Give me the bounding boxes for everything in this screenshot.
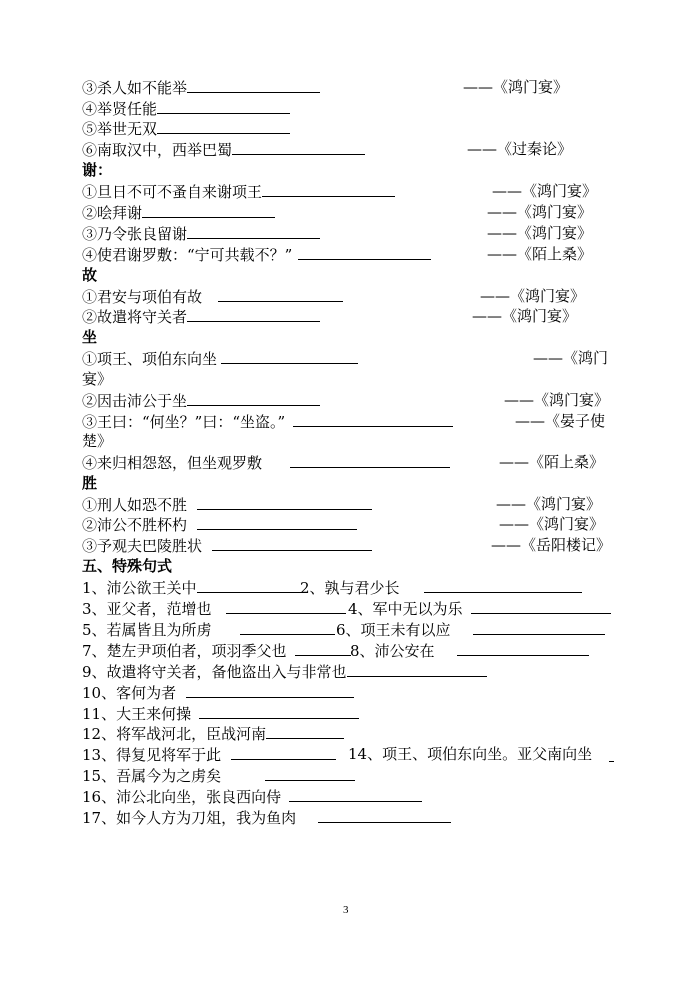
answer-blank[interactable]	[295, 640, 351, 656]
answer-blank[interactable]	[187, 77, 320, 93]
answer-blank[interactable]	[232, 139, 365, 155]
answer-blank[interactable]	[199, 703, 359, 719]
item-xie-3: ③乃令张良留谢	[82, 223, 320, 244]
source-ref: ——《鸿门宴》	[499, 515, 605, 533]
item-zuo-3: ③王曰：“何坐？”曰：“坐盗。”	[82, 411, 453, 432]
answer-blank[interactable]	[157, 98, 290, 114]
special-item-1: 1、沛公欲王关中	[82, 577, 302, 598]
special-item-17: 17、如今人方为刀俎，我为鱼肉	[82, 807, 451, 828]
answer-blank[interactable]	[471, 598, 611, 614]
special-item-3: 3、亚父者，范增也	[82, 598, 346, 619]
answer-blank[interactable]	[212, 535, 372, 551]
special-item-4: 4、军中无以为乐	[348, 598, 611, 619]
item-zuo-2: ②因击沛公于坐	[82, 390, 320, 411]
answer-blank[interactable]	[473, 619, 605, 635]
special-item-15: 15、吾属今为之虏矣	[82, 765, 355, 786]
answer-blank[interactable]	[218, 286, 343, 302]
source-ref: ——《鸿门宴》	[492, 182, 598, 200]
special-item-2: 2、孰与君少长	[300, 577, 582, 598]
special-item-5: 5、若属皆且为所虏	[82, 619, 335, 640]
item-ju-5: ⑤举世无双	[82, 118, 290, 139]
answer-blank[interactable]	[197, 494, 372, 510]
special-sentences-heading: 五、特殊句式	[82, 557, 173, 575]
source-ref: ——《岳阳楼记》	[491, 536, 612, 554]
source-ref: ——《陌上桑》	[499, 453, 605, 471]
item-xie-2: ②哙拜谢	[82, 202, 275, 223]
answer-blank[interactable]	[347, 661, 487, 677]
source-ref: ——《晏子使	[515, 412, 606, 430]
section-heading-sheng: 胜	[82, 474, 98, 492]
answer-blank[interactable]	[609, 746, 614, 762]
answer-blank[interactable]	[187, 306, 320, 322]
page-number: 3	[343, 904, 349, 916]
item-sheng-3: ③予观夫巴陵胜状	[82, 535, 372, 556]
source-ref: ——《鸿门宴》	[472, 307, 578, 325]
special-item-7: 7、楚左尹项伯者，项羽季父也	[82, 640, 351, 661]
answer-blank[interactable]	[290, 452, 450, 468]
special-item-13: 13、得复见将军于此	[82, 744, 336, 765]
item-xie-4: ④使君谢罗敷：“宁可共载不？”	[82, 244, 431, 265]
answer-blank[interactable]	[265, 765, 355, 781]
section-heading-gu: 故	[82, 266, 98, 284]
answer-blank[interactable]	[197, 577, 302, 593]
answer-blank[interactable]	[187, 223, 320, 239]
answer-blank[interactable]	[197, 514, 357, 530]
answer-blank[interactable]	[318, 807, 451, 823]
answer-blank[interactable]	[226, 598, 346, 614]
source-ref-continued: 宴》	[82, 370, 113, 388]
special-item-16: 16、沛公北向坐，张良西向侍	[82, 786, 422, 807]
item-ju-6: ⑥南取汉中，西举巴蜀	[82, 139, 365, 160]
answer-blank[interactable]	[266, 723, 344, 739]
answer-blank[interactable]	[293, 411, 453, 427]
source-ref: ——《鸿门宴》	[487, 224, 593, 242]
source-ref-continued: 楚》	[82, 432, 113, 450]
special-item-12: 12、将军战河北，臣战河南	[82, 723, 344, 744]
answer-blank[interactable]	[187, 390, 320, 406]
answer-blank[interactable]	[289, 786, 422, 802]
source-ref: ——《鸿门	[533, 349, 609, 367]
special-item-11: 11、大王来何操	[82, 703, 359, 724]
answer-blank[interactable]	[424, 577, 582, 593]
answer-blank[interactable]	[298, 244, 431, 260]
answer-blank[interactable]	[186, 682, 354, 698]
item-xie-1: ①旦日不可不蚤自来谢项王	[82, 181, 395, 202]
item-sheng-2: ②沛公不胜杯杓	[82, 514, 357, 535]
source-ref: ——《陌上桑》	[487, 245, 593, 263]
answer-blank[interactable]	[221, 348, 358, 364]
answer-blank[interactable]	[142, 202, 275, 218]
special-item-14: 14、项王、项伯东向坐。亚父南向坐	[348, 745, 593, 763]
section-heading-zuo: 坐	[82, 328, 98, 346]
special-item-8: 8、沛公安在	[350, 640, 589, 661]
special-item-10: 10、客何为者	[82, 682, 354, 703]
source-ref: ——《鸿门宴》	[463, 78, 569, 96]
special-item-9: 9、故遣将守关者，备他盗出入与非常也	[82, 661, 487, 682]
source-ref: ——《鸿门宴》	[487, 203, 593, 221]
source-ref: ——《鸿门宴》	[504, 391, 610, 409]
item-zuo-4: ④来归相怨怒，但坐观罗敷	[82, 452, 450, 473]
item-ju-3: ③杀人如不能举	[82, 77, 320, 98]
answer-blank[interactable]	[157, 118, 290, 134]
special-item-6: 6、项王未有以应	[336, 619, 605, 640]
answer-blank[interactable]	[262, 181, 395, 197]
item-ju-4: ④举贤任能	[82, 98, 290, 119]
source-ref: ——《鸿门宴》	[480, 287, 586, 305]
item-gu-1: ①君安与项伯有故	[82, 286, 343, 307]
answer-blank[interactable]	[457, 640, 589, 656]
item-sheng-1: ①刑人如恐不胜	[82, 494, 372, 515]
section-heading-xie: 谢：	[82, 161, 113, 179]
source-ref: ——《过秦论》	[467, 140, 573, 158]
source-ref: ——《鸿门宴》	[496, 495, 602, 513]
item-gu-2: ②故遣将守关者	[82, 306, 320, 327]
item-zuo-1: ①项王、项伯东向坐	[82, 348, 358, 369]
answer-blank[interactable]	[240, 619, 335, 635]
answer-blank[interactable]	[231, 744, 336, 760]
